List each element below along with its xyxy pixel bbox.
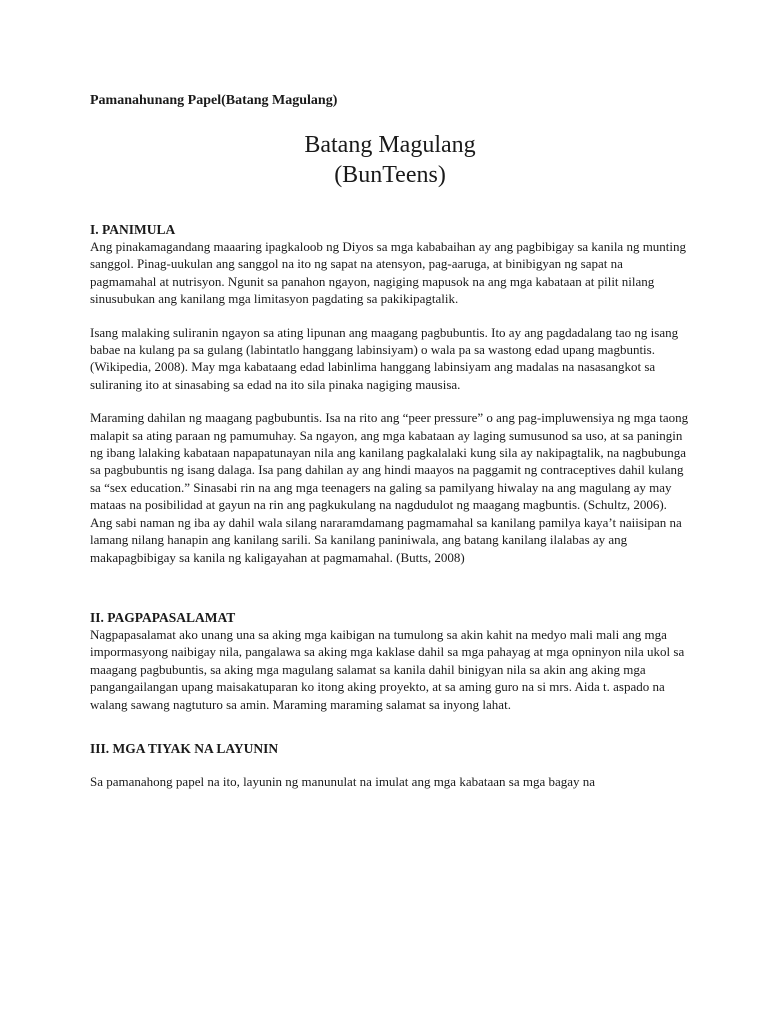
section-heading-panimula: I. PANIMULA bbox=[90, 222, 176, 237]
section-panimula bbox=[90, 222, 690, 566]
title-main: Batang Magulang bbox=[304, 132, 476, 158]
document-page bbox=[90, 92, 690, 790]
document-header: Pamanahunang Papel(Batang Magulang) bbox=[90, 93, 338, 108]
document-title bbox=[90, 130, 690, 190]
paragraph: Sa pamanahong papel na ito, layunin ng manunulat na imulat ang mga kabataan sa mga bagay na bbox=[90, 773, 596, 789]
section-pagpapasalamat bbox=[90, 610, 690, 713]
paragraph: Ang pinakamagandang maaaring ipagkaloob ng Diyos sa mga kababaihan ay ang pagbibigay sa kanila ng munting sanggol. Pinag-uukulan ang sanggol na ito ng sapat na atensyon, pag-aaruga, at binibigyan ng sapat na pagmamahal at nutrisyon. Ngunit sa panahon ngayon, nagiging mapusok na ang mga kabataan at pilit nilang sinusubukan ang kanilang mga limitasyon pagdating sa pakikipagtalik. bbox=[90, 239, 687, 307]
section-layunin bbox=[90, 741, 690, 790]
paragraph: Nagpapasalamat ako unang una sa aking mga kaibigan na tumulong sa akin kahit na medyo mali mali ang mga impormasyong naibigay nila, pangalawa sa aking mga kaklase dahil sa mga pahayag at mga opninyon nila ukol sa maagang pagbubuntis, sa aking mga magulang salamat sa kanila dahil binigyan nila sa akin ang aking mga pangangailangan upang maisakatuparan ko itong aking proyekto, at sa aming guro na si mrs. Aida t. aspado na walang sawang nagtuturo sa amin. Maraming maraming salamat sa inyong lahat. bbox=[90, 626, 685, 712]
section-heading-layunin: III. MGA TIYAK NA LAYUNIN bbox=[90, 740, 279, 756]
section-heading-pagpapasalamat: II. PAGPAPASALAMAT bbox=[90, 609, 236, 625]
paragraph: Isang malaking suliranin ngayon sa ating lipunan ang maagang pagbubuntis. Ito ay ang pagdadalang tao ng isang babae na kulang pa sa gulang (labintatlo hanggang labinsiyam) o wala pa sa wastong edad upang magbuntis. (Wikipedia, 2008). May mga kabataang edad labinlima hanggang labinsiyam ang madalas na nasasangkot sa suliraning ito at sinasabing sa edad na ito sila pinaka nagiging mausisa. bbox=[90, 324, 679, 392]
paragraph: Maraming dahilan ng maagang pagbubuntis. Isa na rito ang “peer pressure” o ang pag-impluwensiya ng mga taong malapit sa ating paraan ng pamumuhay. Sa ngayon, ang mga kabataan ay laging sumusunod sa uso, at sa paningin ng ibang lalaking kabataan napapatunayan nila ang kanilang pagkalalaki kung sila ay nakipagtalik, na nagbubunga sa pagbubuntis ng isang dalaga. Isa pang dahilan ay ang hindi maayos na paggamit ng contraceptives dahil kulang sa “sex education.” Sinasabi rin na ang mga teenagers na galing sa pamilyang hiwalay na ang magulang ay may mataas na posibilidad at gayun na rin ang pagkukulang na nagdudulot ng maagang magbuntis. (Schultz, 2006). Ang sabi naman ng iba ay dahil wala silang nararamdamang pagmamahal sa kanilang pamilya kaya’t naiisipan na lamang nilang hanapin ang kanilang sarili. Sa kanilang paniniwala, ang batang kanilang ilalabas ay ang makapagbibigay sa kanila ng kaligayahan at pagmamahal. (Butts, 2008) bbox=[90, 410, 689, 565]
title-subtitle: (BunTeens) bbox=[334, 162, 446, 188]
